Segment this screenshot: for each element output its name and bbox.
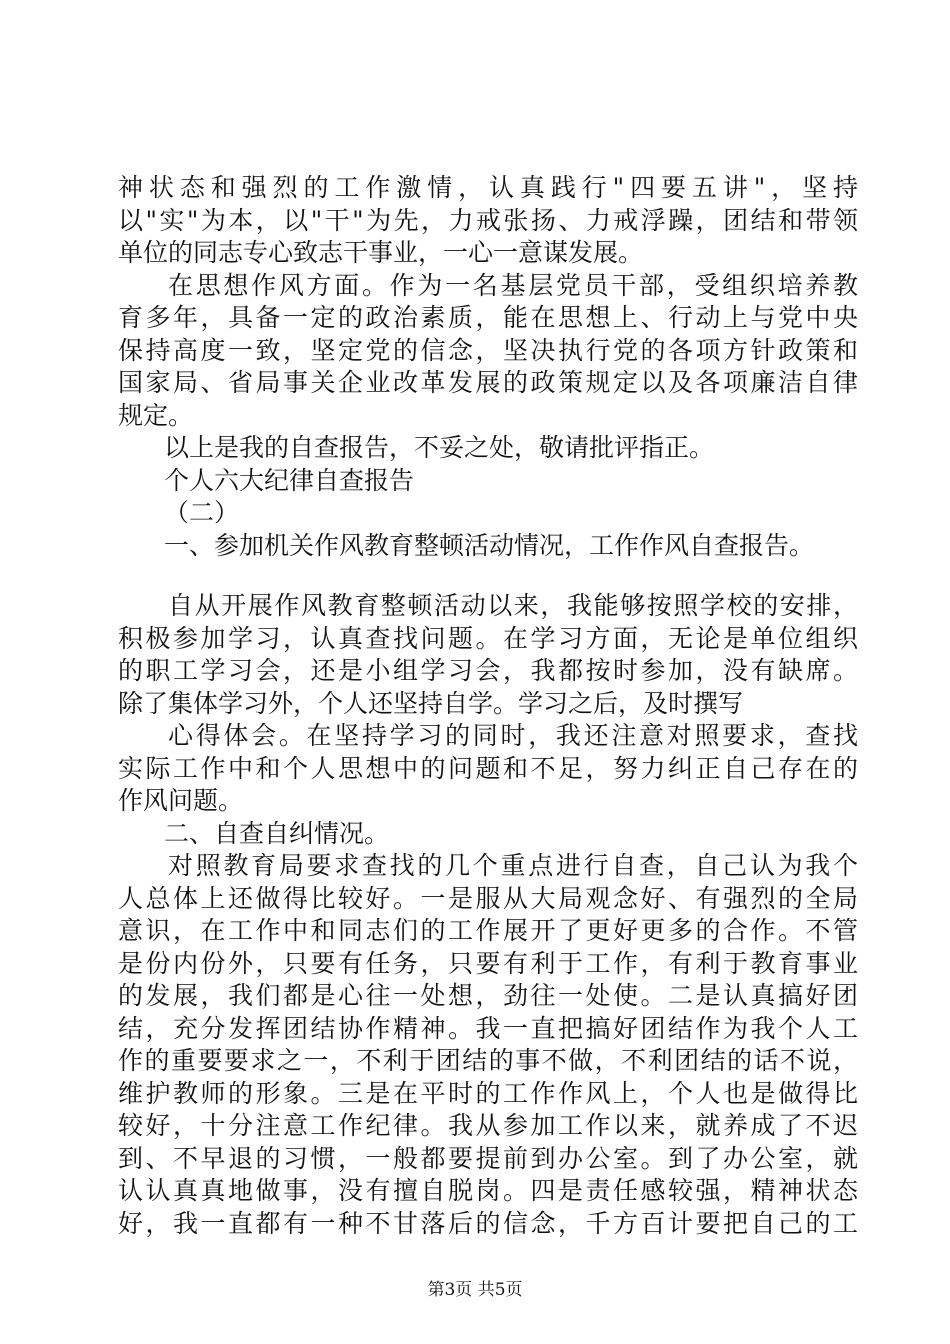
text-line: 育多年，具备一定的政治素质，能在思想上、行动上与党中央: [118, 303, 858, 332]
text-line: 人总体上还做得比较好。一是服从大局观念好、有强烈的全局: [118, 883, 858, 913]
text-line: 的职工学习会，还是小组学习会，我都按时参加，没有缺席。: [118, 656, 858, 685]
text-line: 维护教师的形象。三是在平时的工作作风上，个人也是做得比: [118, 1078, 858, 1108]
text-line: 以上是我的自查报告，不妥之处，敬请批评指正。: [164, 433, 715, 462]
section-heading: 个人六大纪律自查报告: [164, 465, 415, 495]
text-line: 作的重要要求之一，不利于团结的事不做，不利团结的话不说，: [118, 1046, 858, 1075]
text-line: 是份内份外，只要有任务，只要有利于工作，有利于教育事业: [118, 948, 858, 978]
text-line: 除了集体学习外，个人还坚持自学。学习之后，及时撰写: [118, 688, 744, 718]
text-line: 认认真真地做事，没有擅自脱岗。四是责任感较强，精神状态: [118, 1176, 858, 1205]
text-line: 规定。: [118, 400, 194, 430]
text-line: 好，我一直都有一种不甘落后的信念，千方百计要把自己的工: [118, 1208, 858, 1238]
section-subheading: （二）: [164, 498, 240, 527]
text-line: 到、不早退的习惯，一般都要提前到办公室。到了办公室，就: [118, 1143, 858, 1173]
text-line: 意识，在工作中和同志们的工作展开了更好更多的合作。不管: [118, 916, 858, 945]
text-line: 单位的同志专心致志干事业，一心一意谋发展。: [118, 238, 644, 267]
text-line: 对照教育局要求查找的几个重点进行自查，自己认为我个: [168, 851, 858, 880]
text-line: 结，充分发挥团结协作精神。我一直把搞好团结作为我个人工: [118, 1013, 858, 1043]
text-line: 作风问题。: [118, 786, 244, 815]
text-line: 自从开展作风教育整顿活动以来，我能够按照学校的安排，: [168, 591, 858, 620]
section-heading: 二、自查自纠情况。: [164, 818, 390, 848]
text-line: 以"实"为本，以"干"为先，力戒张扬、力戒浮躁，团结和带领: [118, 205, 858, 235]
text-line: 实际工作中和个人思想中的问题和不足，努力纠正自己存在的: [118, 753, 858, 783]
page-number: 第3页 共5页: [427, 1280, 523, 1300]
text-line: 保持高度一致，坚定党的信念，坚决执行党的各项方针政策和: [118, 335, 858, 365]
text-line: 积极参加学习，认真查找问题。在学习方面，无论是单位组织: [118, 623, 858, 653]
text-line: 国家局、省局事关企业改革发展的政策规定以及各项廉洁自律: [118, 368, 858, 397]
text-line: 心得体会。在坚持学习的同时，我还注意对照要求，查找: [168, 721, 858, 750]
document-body: [118, 172, 858, 1240]
text-line: 较好，十分注意工作纪律。我从参加工作以来，就养成了不迟: [118, 1111, 858, 1140]
paragraph-gap: [118, 562, 858, 590]
text-line: 的发展，我们都是心往一处想，劲往一处使。二是认真搞好团: [118, 981, 858, 1010]
text-line: 在思想作风方面。作为一名基层党员干部，受组织培养教: [168, 270, 858, 300]
section-heading: 一、参加机关作风教育整顿活动情况，工作作风自查报告。: [164, 530, 815, 560]
text-line: 神状态和强烈的工作激情，认真践行"四要五讲"，坚持: [118, 173, 858, 202]
